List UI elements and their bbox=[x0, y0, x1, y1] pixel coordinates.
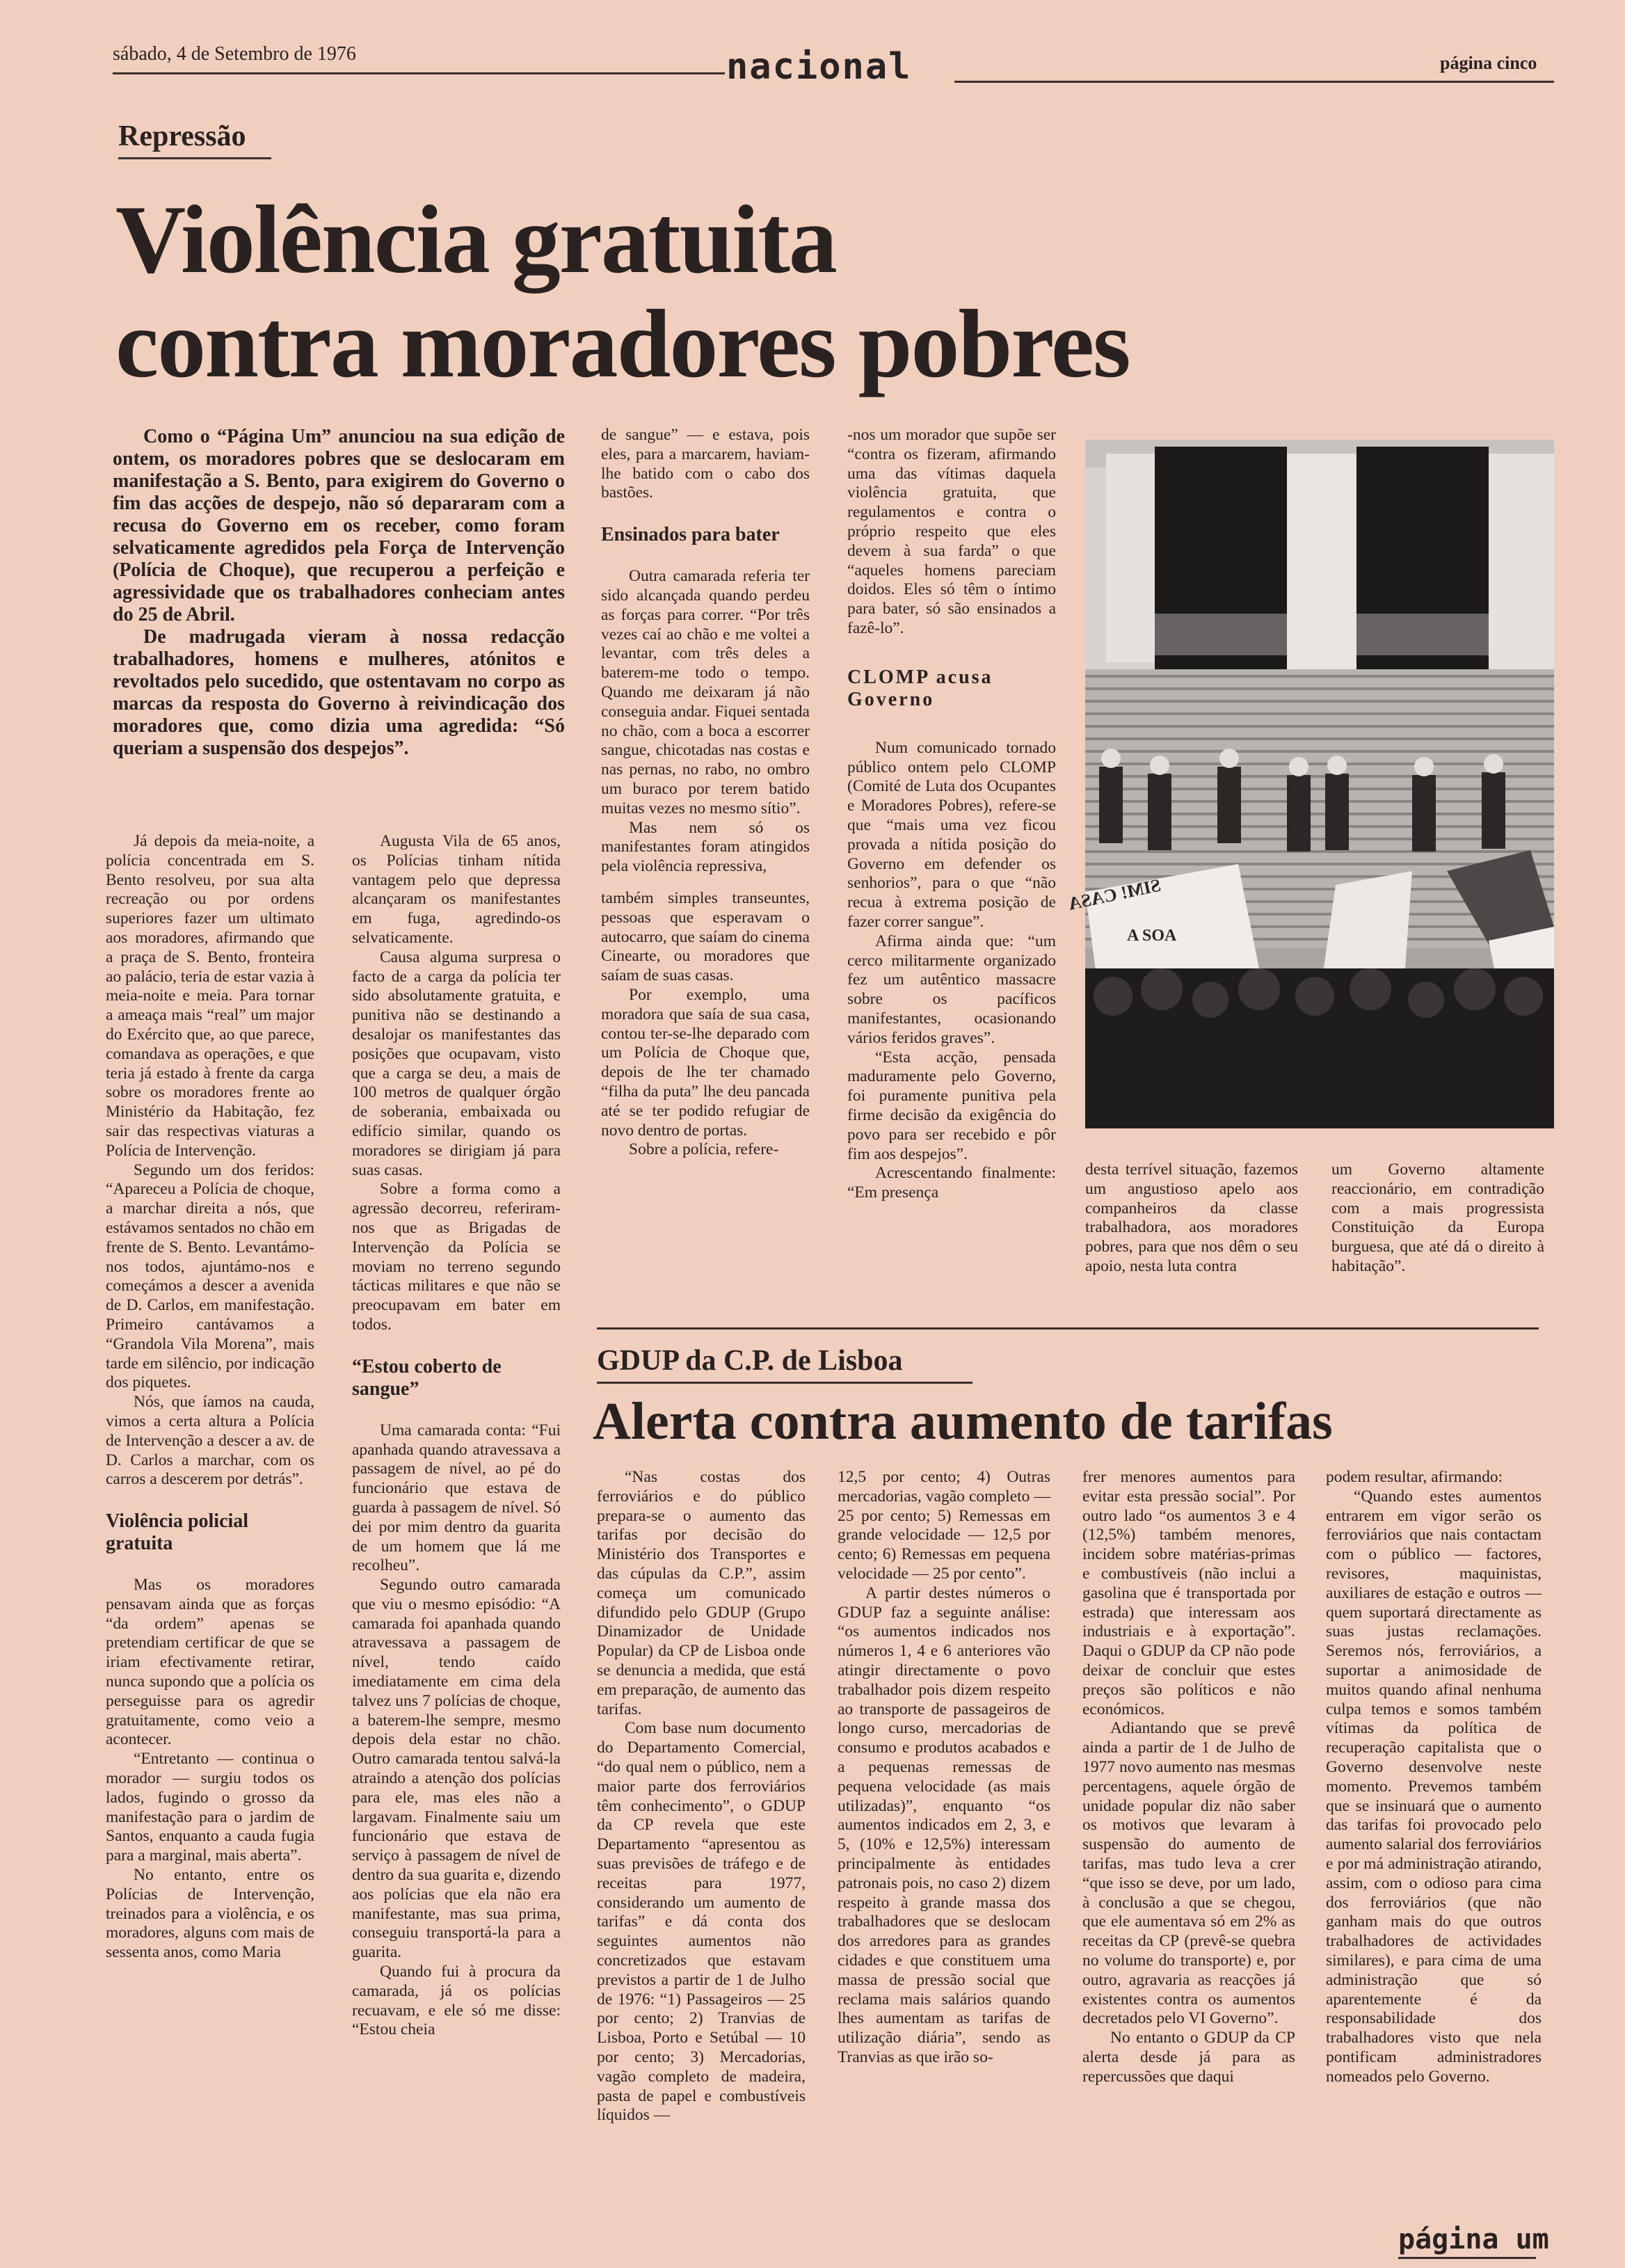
section-name: nacional bbox=[726, 46, 912, 88]
body-paragraph: Mas os moradores pensavam ainda que as forças “da ordem” apenas se pretendiam certificar de que se iriam efectivamente retirar, nunca supondo que a polícia os perseguisse para os agredir gratuitamente, como veio a acontecer. bbox=[106, 1576, 314, 1749]
article-column-6 bbox=[1331, 1160, 1544, 1277]
protest-photo bbox=[1066, 440, 1554, 1128]
body-paragraph: Augusta Vila de 65 anos, os Polícias tinham nítida vantagem pelo que depressa alcançaram os manifestantes em fuga, agredindo-os selvaticamente. bbox=[352, 832, 561, 947]
kicker-underline bbox=[118, 157, 271, 159]
body-paragraph: Adiantando que se prevê ainda a partir de 1 de Julho de 1977 novo aumento nas mesmas percentagens, aquele órgão de unidade popular diz não saber os motivos que levaram à suspensão do aumento de tarifas, mas tudo leva a crer “que isso se deve, por um lado, à conclusão a que se chegou, que ele aumentava só em 2% as receitas da CP (prevê-se quebra no volume do transporte) e, por outro, agravaria as reacções já existentes contra os aumentos decretados pelo VI Governo”. bbox=[1082, 1719, 1295, 2028]
article-kicker: Repressão bbox=[118, 120, 246, 152]
body-paragraph: “Nas costas dos ferroviários e do público prepara-se o aumento das tarifas por decisão do Ministério dos Transportes e das cúpulas da C.P.”, assim começa um comunicado difundido pelo GDUP (Grupo Dinamizador de Unidade Popular) da CP de Lisboa onde se denuncia a medida, que está em preparação, de aumento das tarifas. bbox=[597, 1468, 806, 1718]
body-paragraph: A partir destes números o GDUP faz a seguinte análise: “os aumentos indicados nos números 1, 4 e 6 anteriores vão atingir directamente o povo trabalhador pois dizem respeito ao transporte de passageiros de longo curso, mercadorias de consumo e produtos acabados e a pequenas remessas de pequena velocidade (as mais utilizadas)”, enquanto “os aumentos indicados em 2, 3, e 5, (10% e 12,5%) interessam principalmente às entidades patronais pois, no caso 2) dizem respeito à grande massa dos trabalhadores que se deslocam dos arredores para as grandes cidades e que constituem uma massa de pressão social que reclama mais salários quando lhes aumentam as tarifas de utilização diária”, sendo as Tranvias as que irão so- bbox=[838, 1583, 1050, 2066]
headline bbox=[115, 188, 1130, 397]
body-paragraph: No entanto o GDUP da CP alerta desde já para as repercussões que daqui bbox=[1082, 2029, 1295, 2086]
body-paragraph: “Esta acção, pensada maduramente pelo Governo, foi puramente punitiva pela firme decisão da exigência do povo para ser recebido e pôr fim aos despejos”. bbox=[847, 1048, 1056, 1163]
protest-photo-image bbox=[1066, 440, 1554, 1128]
article2-headline: Alerta contra aumento de tarifas bbox=[593, 1392, 1333, 1451]
subhead-estou-coberto: “Estou coberto de sangue” bbox=[352, 1355, 502, 1400]
body-paragraph: “Quando estes aumentos entrarem em vigor serão os ferroviários que nais contactam com o público — factores, revisores, maquinistas, auxiliares de estação e outros — quem suportará directamente as suas justas reclamações. Seremos nós, ferroviários, a suportar a animosidade de muitos quando afinal nenhuma culpa temos e somos também vítimas da política de recuperação capitalista que o Governo desenvolve neste momento. Prevemos também que se insinuará que o aumento das tarifas foi provocado pelo aumento salarial dos ferroviários e por má administração atirando, assim, com o odioso para cima dos ferroviários (que não ganham mais do que outros trabalhadores de actividades similares), e para cima de uma administração que só aparentemente é da responsabilidade dos trabalhadores visto que nela pontificam administradores nomeados pelo Governo. bbox=[1326, 1487, 1542, 2086]
headline-line-2: contra moradores pobres bbox=[115, 290, 1130, 398]
body-paragraph: 12,5 por cento; 4) Outras mercadorias, vagão completo — 25 por cento; 5) Remessas em grande velocidade — 12,5 por cento; 6) Remessas em pequena velocidade — 25 por cento”. bbox=[838, 1468, 1050, 1583]
lead-paragraphs bbox=[113, 426, 565, 760]
lead-paragraph: De madrugada vieram à nossa redacção trabalhadores, homens e mulheres, atónitos e revoltados pelo sucedido, que ostentavam no corpo as marcas da resposta do Governo à reivindicação dos moradores que, como dizia uma agredida: “Só queriam a suspensão dos despejos”. bbox=[113, 626, 565, 759]
body-paragraph: “Entretanto — continua o morador — surgiu todos os lados, fugindo o grosso da manifestação para o jardim de Santos, enquanto a cauda fugia para a marginal, mais aberta”. bbox=[106, 1750, 314, 1865]
lead-paragraph: Como o “Página Um” anunciou na sua edição de ontem, os moradores pobres que se deslocaram em manifestação a S. Bento, para exigirem do Governo o fim das acções de despejo, não só depararam com a recusa do Governo em os receber, como foram selvaticamente agredidos pela Força de Intervenção (Polícia de Choque), que recuperou a perfeição e agressividade que os trabalhadores conheciam antes do 25 de Abril. bbox=[113, 426, 565, 625]
body-paragraph: Num comunicado tornado público ontem pelo CLOMP (Comité de Luta dos Ocupantes e Moradores Pobres), refere-se que “mais uma vez ficou provada a nítida posição do Governo em defender os senhorios”, para o que “não recua à extrema posição de fazer correr sangue”. bbox=[847, 738, 1056, 931]
body-paragraph: Segundo um dos feridos: “Apareceu a Polícia de choque, a marchar direita a nós, que estávamos sentados no chão em frente de S. Bento. Levantámo-nos todos, ajuntámo-nos e começámos a descer a avenida de D. Carlos, em manifestação. Primeiro cantávamos a “Grandola Vila Morena”, mais tarde em silêncio, por indicação dos piquetes. bbox=[106, 1160, 314, 1392]
body-paragraph: Segundo outro camarada que viu o mesmo episódio: “A camarada foi apanhada quando atravessava a passagem de nível, tendo caído imediatamente em cima dela talvez uns 7 polícias de choque, a baterem-lhe sempre, mesmo depois dela estar no chão. Outro camarada tentou salvá-la atraindo a atenção dos polícias para ele, mas eles não a largavam. Finalmente saiu um funcionário que estava de serviço à passagem de nível de dentro da sua guarita e, dizendo aos polícias que ela não era manifestante, mas sua prima, conseguiu transportá-la para a guarita. bbox=[352, 1576, 561, 1962]
article-column-3 bbox=[601, 426, 810, 1160]
body-paragraph: -nos um morador que supõe ser “contra os fizeram, afirmando uma das vítimas daquela violência gratuita, que regulamentos e contra o próprio respeito que eles devem à sua farda” o que “aqueles homens pareciam doidos. Eles só têm o íntimo para bater, só são ensinados a fazê-lo”. bbox=[847, 426, 1056, 637]
body-paragraph: Outra camarada referia ter sido alcançada quando perdeu as forças para correr. “Por três vezes caí ao chão e me voltei a levantar, com três deles a baterem-me todo o tempo. Quando me deixaram já não conseguia andar. Fiquei sentada no chão, com a boca a escorrer sangue, chicotadas nas costas e nas pernas, no rabo, no ombro um buraco por terem batido muitas vezes no mesmo sítio”. bbox=[601, 567, 810, 817]
body-paragraph: Causa alguma surpresa o facto de a carga da polícia ter sido absolutamente gratuita, e punitiva não se destinando a desalojar os manifestantes das posições que ocupavam, visto que a carga se deu, a mais de 100 metros de qualquer órgão de soberania, embaixada ou edifício similar, quando os moradores se dirigiam já para suas casas. bbox=[352, 948, 561, 1179]
body-paragraph: Acrescentando finalmente: “Em presença bbox=[847, 1164, 1056, 1202]
body-paragraph: também simples transeuntes, pessoas que esperavam o autocarro, que saíam do cinema Cinearte, ou moradores que saíam de suas casas. bbox=[601, 888, 810, 985]
subhead-ensinados: Ensinados para bater bbox=[601, 524, 780, 546]
subhead-clomp: CLOMP acusa Governo bbox=[847, 666, 993, 710]
body-paragraph: podem resultar, afirmando: bbox=[1326, 1468, 1503, 1486]
article-column-4 bbox=[847, 426, 1056, 1203]
body-paragraph: Sobre a forma como a agressão decorreu, referiram-nos que as Brigadas de Intervenção da Polícia se moviam no terreno segundo tácticas militares e que não se preocupavam em bater em todos. bbox=[352, 1180, 561, 1334]
body-paragraph: Por exemplo, uma moradora que saía de sua casa, contou ter-se-lhe deparado com um Polícia de Choque que, depois de lhe ter chamado “filha da puta” lhe deu pancada até se ter podido refugiar de novo dentro de portas. bbox=[601, 985, 810, 1140]
body-paragraph: Sobre a polícia, refere- bbox=[629, 1140, 779, 1159]
article2-column-3 bbox=[1082, 1468, 1295, 2087]
article2-column-2 bbox=[838, 1468, 1050, 2068]
article-divider bbox=[597, 1327, 1539, 1329]
header-rule-right bbox=[954, 81, 1554, 83]
article-column-1 bbox=[106, 832, 314, 1963]
body-paragraph: de sangue” — e estava, pois eles, para a marcarem, haviam-lhe batido com o cabo dos bastões. bbox=[601, 426, 810, 502]
body-paragraph: Mas nem só os manifestantes foram atingidos pela violência repressiva, bbox=[601, 818, 810, 876]
footer-brand: página um bbox=[1398, 2223, 1549, 2255]
body-paragraph: Já depois da meia-noite, a polícia concentrada em S. Bento resolveu, por sua alta recreação ou por ordens superiores fazer um ultimato aos moradores, afirmando que a praça de S. Bento, fronteira ao palácio, teria de estar vazia à meia-noite e meia. Para tornar a ameaça mais “real” um major do Exército que, ao que parece, comandava as operações, e que teria já estado à frente da carga sobre os moradores frente ao Ministério da Habitação, fez sair das respectivas viaturas a Polícia de Intervenção. bbox=[106, 832, 314, 1160]
page-number: página cinco bbox=[1440, 53, 1537, 73]
body-paragraph: Nós, que íamos na cauda, vimos a certa altura a Polícia de Intervenção a descer a av. de D. Carlos a marchar, com os carros a descerem por detrás”. bbox=[106, 1393, 314, 1489]
footer-underline bbox=[1398, 2257, 1536, 2259]
body-paragraph: Com base num documento do Departamento Comercial, “do qual nem o público, nem a maior parte dos ferroviários têm conhecimento”, o GDUP da CP revela que este Departamento “apresentou as suas previsões de tráfego e de receitas para 1977, considerando um aumento de tarifas” e dá conta dos seguintes aumentos não concretizados que estavam previstos a partir de 1 de Julho de 1976: “1) Passageiros — 25 por cento; 2) Tranvias de Lisboa, Porto e Setúbal — 10 por cento; 3) Mercadorias, vagão completo de madeira, pasta de papel e combustíveis líquidos — bbox=[597, 1719, 806, 2125]
article2-kicker: GDUP da C.P. de Lisboa bbox=[597, 1345, 903, 1377]
article2-column-1 bbox=[597, 1468, 806, 2125]
issue-date: sábado, 4 de Setembro de 1976 bbox=[113, 43, 356, 65]
banner-text-1: SIM! CASA bbox=[1066, 875, 1163, 914]
body-paragraph: Quando fui à procura da camarada, já os polícias recuavam, e ele só me disse: “Estou cheia bbox=[352, 1963, 561, 2039]
body-paragraph: desta terrível situação, fazemos um angustioso apelo aos companheiros da classe trabalhadora, aos moradores pobres, para que nos dêm o seu apoio, nesta luta contra bbox=[1085, 1160, 1298, 1275]
subhead-violencia-policial: Violência policial gratuita bbox=[106, 1510, 249, 1555]
body-paragraph: um Governo altamente reaccionário, em contradição com a mais progressista Constituição da Europa burguesa, que até dá o direito à habitação”. bbox=[1331, 1160, 1544, 1275]
article-column-5 bbox=[1085, 1160, 1298, 1277]
body-paragraph: frer menores aumentos para evitar esta pressão social”. Por outro lado “os aumentos 3 e 4 (12,5%) também menores, incidem sobre matérias-primas e combustíveis (não inclui a gasolina que é transportada por estrada) que interessam aos industriais e à exportação”. Daqui o GDUP da CP não pode deixar de concluir que estes preços são políticos e não económicos. bbox=[1082, 1468, 1295, 1718]
banner-text-2: A SOA bbox=[1127, 927, 1177, 945]
article-column-2 bbox=[352, 832, 561, 2040]
headline-line-1: Violência gratuita bbox=[115, 186, 836, 294]
body-paragraph: No entanto, entre os Polícias de Intervenção, treinados para a violência, e os moradores, alguns com mais de sessenta anos, como Maria bbox=[106, 1866, 314, 1962]
header-rule-left bbox=[113, 72, 725, 74]
body-paragraph: Afirma ainda que: “um cerco militarmente organizado fez um autêntico massacre sobre os pacíficos manifestantes, ocasionando vários feridos graves”. bbox=[847, 932, 1056, 1047]
article2-column-4 bbox=[1326, 1468, 1542, 2087]
body-paragraph: Uma camarada conta: “Fui apanhada quando atravessava a passagem de nível, ao pé do funcionário que estava de guarda à passagem de nível. Só dei por mim dentro da guarita de um homem que lá me recolheu”. bbox=[352, 1421, 561, 1575]
article2-kicker-underline bbox=[597, 1382, 972, 1384]
